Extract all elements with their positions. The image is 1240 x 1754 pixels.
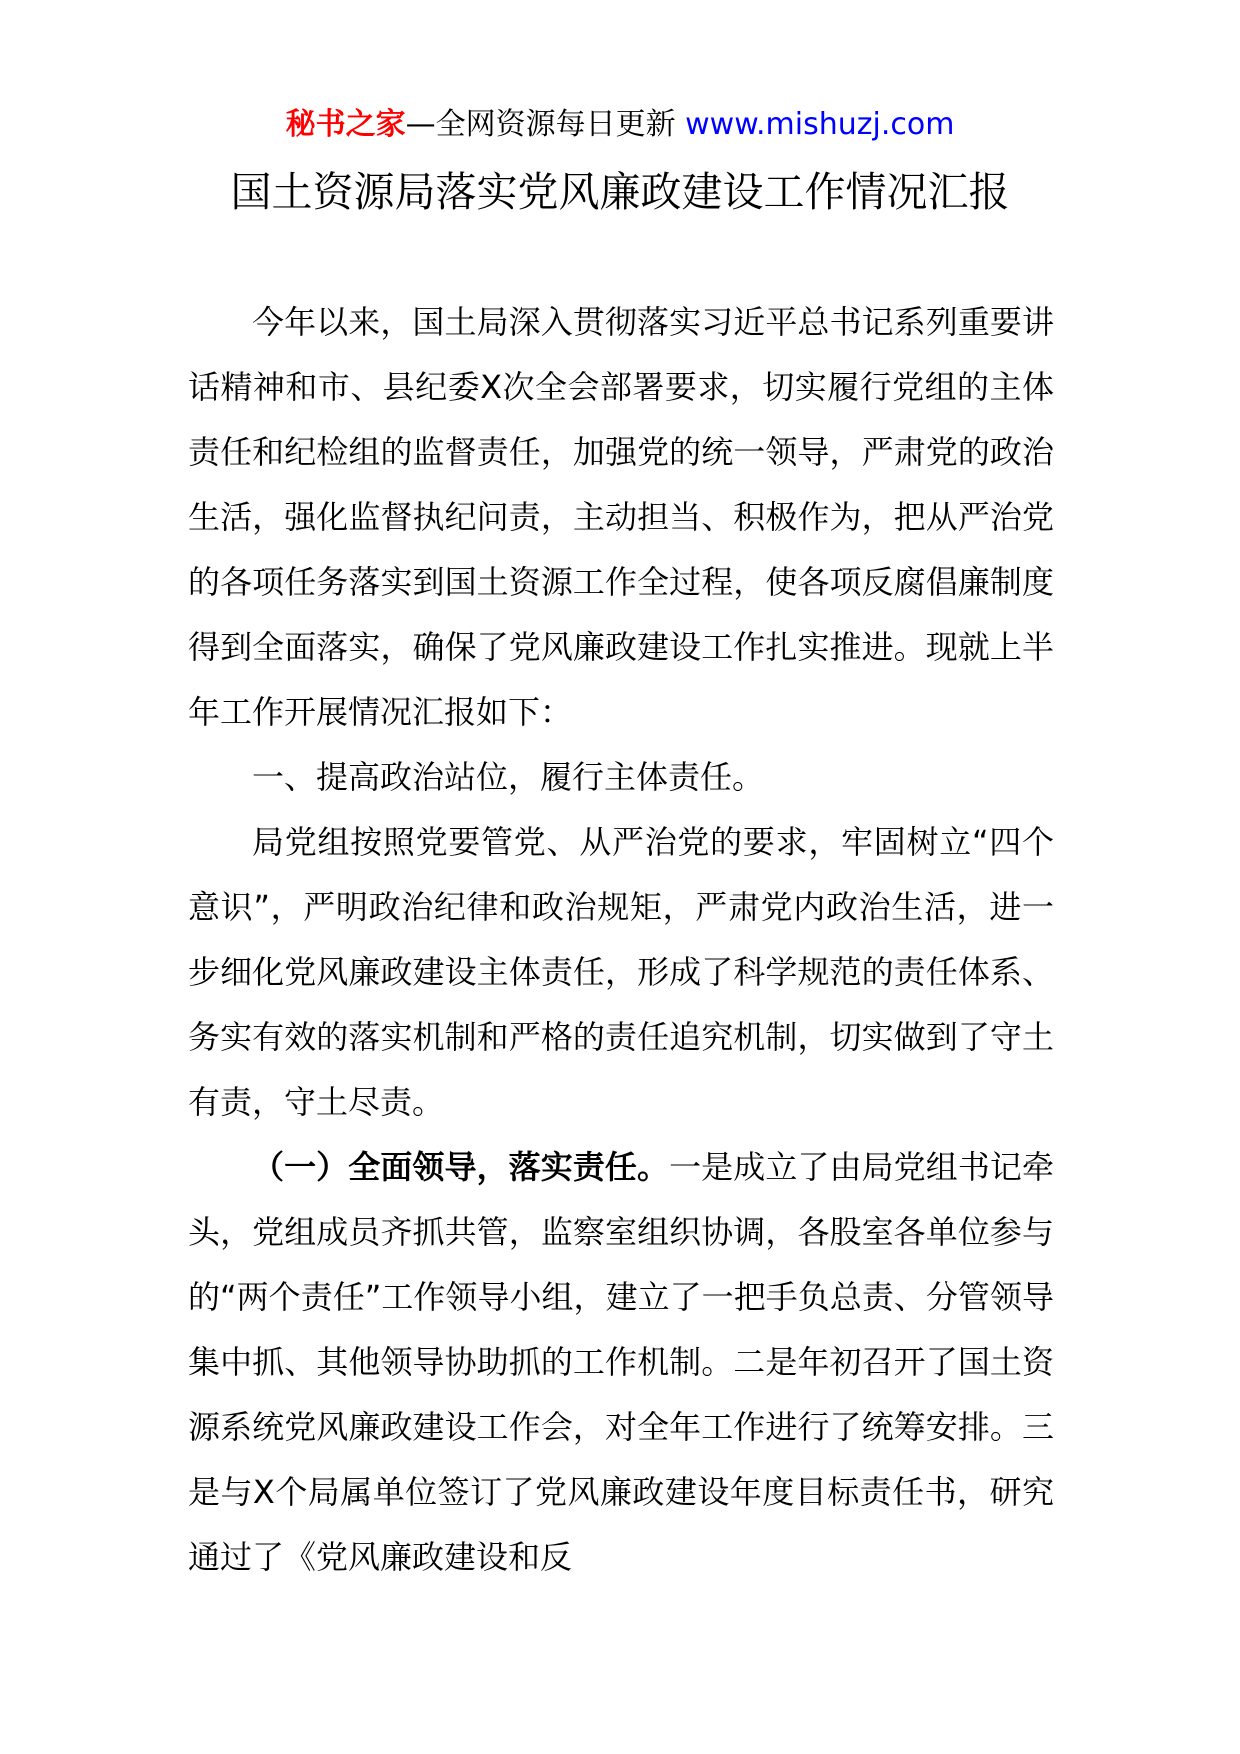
subsection-lead: （一）全面领导，落实责任。 [252,1148,670,1186]
header-tagline: —全网资源每日更新 [405,107,686,142]
document-title: 国土资源局落实党风廉政建设工作情况汇报 [230,168,1010,216]
watermark-header [0,100,1240,150]
brand-name: 秘书之家 [285,107,406,142]
section-heading-text: 一、提高政治站位，履行主体责任。 [252,758,765,796]
section-paragraph: 局党组按照党要管党、从严治党的要求，牢固树立“四个意识”，严明政治纪律和政治规矩，严肃党内政治生活，进一步细化党风廉政建设主体责任，形成了科学规范的责任体系、务实有效的落实机制和严格的责任追究机制，切实做到了守土有责，守土尽责。 [188,823,1054,1121]
section-heading [188,745,1054,810]
intro-paragraph: 今年以来，国土局深入贯彻落实习近平总书记系列重要讲话精神和市、县纪委X次全会部署要求，切实履行党组的主体责任和纪检组的监督责任，加强党的统一领导，严肃党的政治生活，强化监督执纪问责，主动担当、积极作为，把从严治党的各项任务落实到国土资源工作全过程，使各项反腐倡廉制度得到全面落实，确保了党风廉政建设工作扎实推进。现就上半年工作开展情况汇报如下： [188,303,1054,731]
subsection-paragraph [188,1135,1054,1590]
header-url[interactable]: www.mishuzj.com [685,107,955,142]
document-body [188,290,1054,1590]
subsection-body: 一是成立了由局党组书记牵头，党组成员齐抓共管，监察室组织协调，各股室各单位参与的“两个责任”工作领导小组，建立了一把手负总责、分管领导集中抓、其他领导协助抓的工作机制。二是年初召开了国土资源系统党风廉政建设工作会，对全年工作进行了统筹安排。三是与X个局属单位签订了党风廉政建设年度目标责任书，研究通过了《党风廉政建设和反 [188,1148,1054,1576]
